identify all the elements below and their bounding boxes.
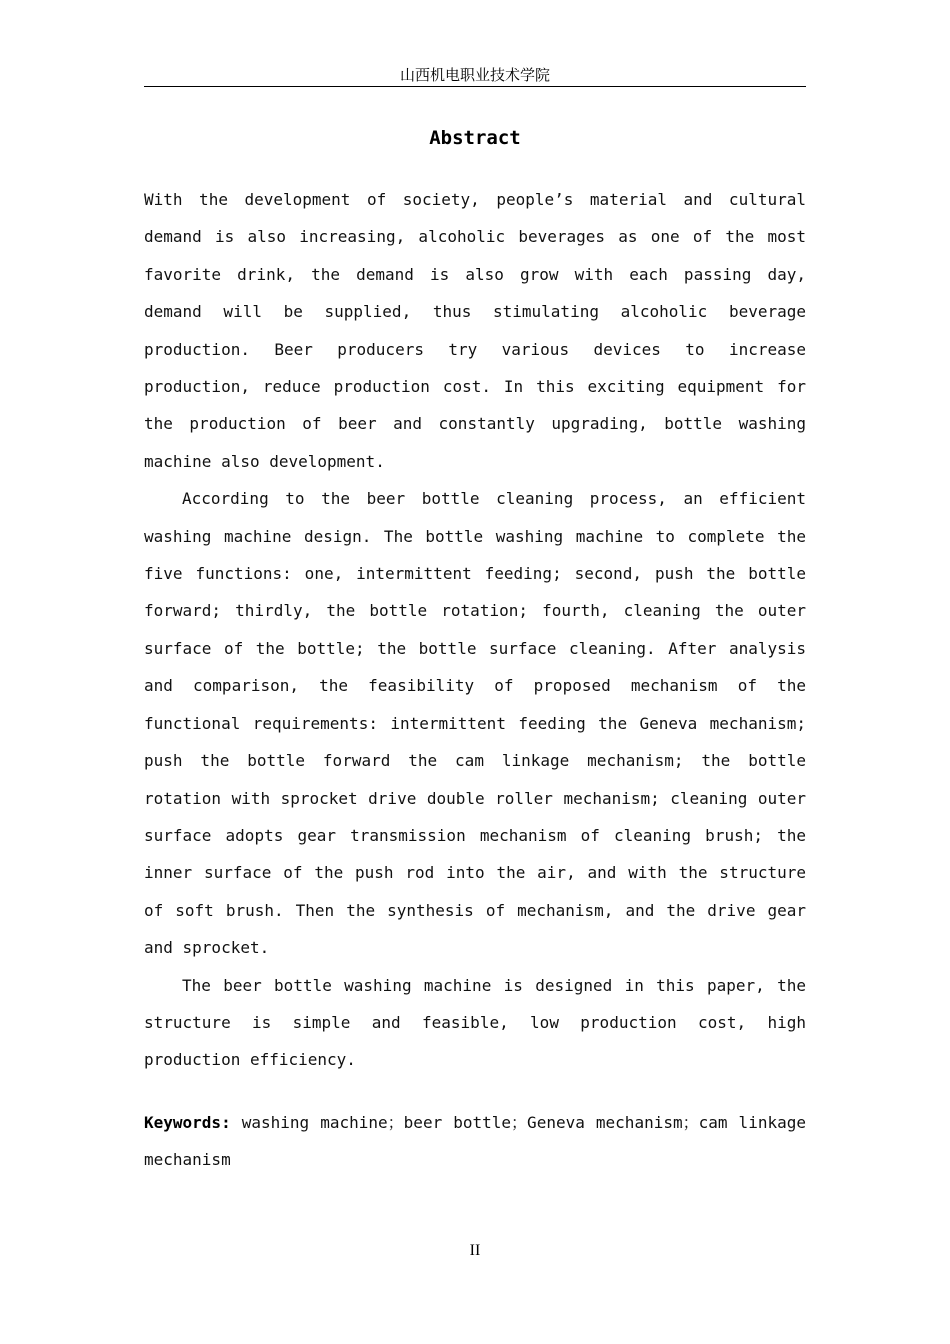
keywords-line — [144, 1104, 806, 1179]
abstract-paragraph-3: The beer bottle washing machine is designed in this paper, the structure is simple and feasible, low production cost, high production efficiency. — [144, 975, 806, 1070]
abstract-paragraph-1: With the development of society, people’s material and cultural demand is also increasing, alcoholic beverages as one of the most favorite drink, the demand is also grow with each passing day, demand will be supplied, thus stimulating alcoholic beverage production. Beer producers try various devices to increase production, reduce production cost. In this exciting equipment for the production of beer and constantly upgrading, bottle washing machine also development. — [144, 190, 806, 471]
abstract-title: Abstract — [429, 127, 521, 149]
keywords-label: Keywords: — [144, 1113, 231, 1132]
abstract-paragraph-2: According to the beer bottle cleaning process, an efficient washing machine design. The bottle washing machine to complete the five functions: one, intermittent feeding; second, push the bottle forward; thirdly, the bottle rotation; fourth, cleaning the outer surface of the bottle; the bottle surface cleaning. After analysis and comparison, the feasibility of proposed mechanism of the functional requirements: intermittent feeding the Geneva mechanism; push the bottle forward the cam linkage mechanism; the bottle rotation with sprocket drive double roller mechanism; cleaning outer surface adopts gear transmission mechanism of cleaning brush; the inner surface of the push rod into the air, and with the structure of soft brush. Then the synthesis of mechanism, and the drive gear and sprocket. — [144, 489, 806, 958]
header-rule — [144, 86, 806, 87]
keywords-text: washing machine；beer bottle；Geneva mechanism；cam linkage mechanism — [144, 1113, 806, 1170]
abstract-body — [144, 181, 806, 1079]
running-header: 山西机电职业技术学院 — [399, 66, 550, 84]
page-number: II — [469, 1242, 481, 1259]
